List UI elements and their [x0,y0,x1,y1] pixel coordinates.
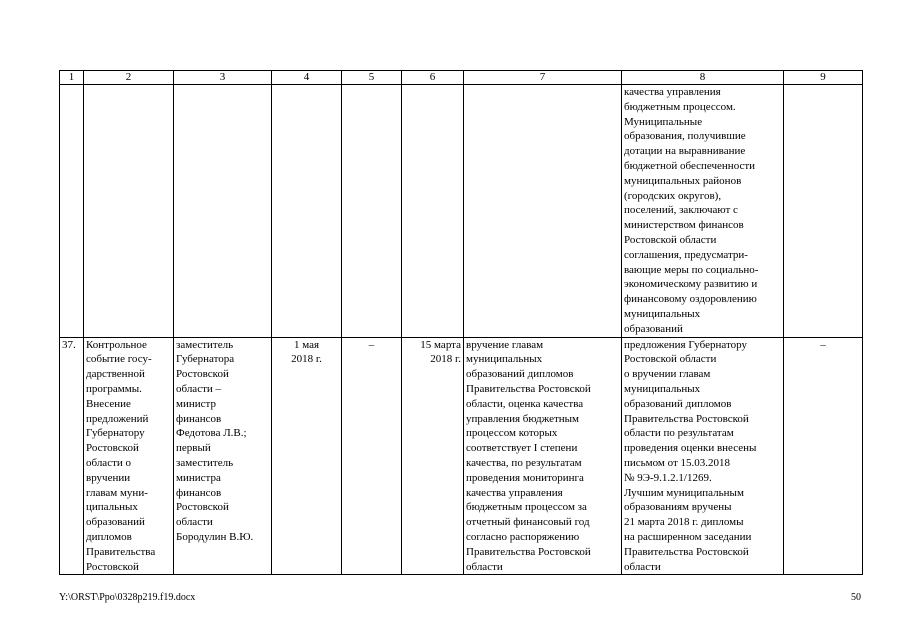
text-line: финансов [176,412,222,425]
text-line: Федотова Л.В.; [176,427,247,440]
text-line: бюджетным процессом. [624,100,736,113]
col5-value: – [342,337,402,575]
actual-result [622,337,784,575]
text-line: бюджетным процессом за [466,501,587,514]
text-line: заместитель [176,456,234,469]
text-line: Муниципальные [624,115,703,128]
cont-cell-6 [402,85,464,338]
footer-file-path: Y:\ORST\Ppo\0328p219.f19.docx [59,592,196,603]
text-line: 1 мая [293,338,320,351]
cont-cell-7 [464,85,622,338]
text-line: Ростовской [176,368,229,381]
header-cell-2: 2 [84,71,174,85]
text-line: предложений [86,412,149,425]
text-line: соглашения, предусматри- [624,248,748,261]
text-line: о вручении главам [624,368,711,381]
text-line: образования, получившие [624,130,746,143]
text-line: области – [176,382,222,395]
text-line: образований [624,322,683,335]
text-line: Правительства Ростовской [624,545,749,558]
text-line: Ростовской области [624,233,717,246]
text-line: ципальных [86,501,138,514]
text-line: Ростовской [176,501,229,514]
text-line: Ростовской области [624,353,717,366]
cont-cell-1 [60,85,84,338]
text-line: муниципальных [624,382,701,395]
text-line: качества управления [624,86,721,98]
header-cell-4: 4 [272,71,342,85]
text-line: муниципальных районов [624,174,742,187]
text-line: Правительства Ростовской [466,382,591,395]
expected-result [464,337,622,575]
event-description [84,337,174,575]
actual-date [402,337,464,575]
text-line: 15 марта [420,338,461,351]
text-line: событие госу- [86,353,152,366]
text-line: Бородулин В.Ю. [176,530,254,543]
text-line: финансов [176,486,222,499]
text-line: Губернатора [176,353,235,366]
cont-cell-9 [784,85,863,338]
cont-cell-8 [622,85,784,338]
cont-cell-5 [342,85,402,338]
text-line: 2018 г. [430,353,461,366]
header-cell-5: 5 [342,71,402,85]
text-line: главам муни- [86,486,148,499]
footer-page-number: 50 [851,592,861,603]
text-line: образований [86,516,145,529]
text-line: Правительства Ростовской [466,545,591,558]
text-line: Лучшим муниципальным [624,486,744,499]
text-line: дипломов [86,530,132,543]
text-line: (городских округов), [624,189,722,202]
text-line: проведения оценки внесены [624,442,757,455]
text-line: Ростовской [86,442,139,455]
text-line: предложения Губернатору [624,338,747,351]
text-line: отчетный финансовый год [466,516,590,529]
text-line: Губернатору [86,427,145,440]
text-line: качества управления [466,486,563,499]
text-line: заместитель [176,338,234,351]
text-line: вручение главам [466,338,544,351]
text-line: области по результатам [624,427,734,440]
text-line: качества, по результатам [466,456,582,469]
text-line: муниципальных [466,353,543,366]
row-number: 37. [60,337,84,575]
cont-cell-4 [272,85,342,338]
text-line: области, оценка качества [466,397,584,410]
header-cell-6: 6 [402,71,464,85]
planned-date [272,337,342,575]
cont-cell-2 [84,85,174,338]
text-line: поселений, заключают с [624,204,738,217]
text-line: на расширенном заседании [624,530,752,543]
text-line: согласно распоряжению [466,530,580,543]
responsible-persons [174,337,272,575]
text-line: Ростовской [86,560,139,573]
header-row [60,71,863,85]
text-line: первый [176,442,211,455]
text-line: проведения мониторинга [466,471,584,484]
text-line: Правительства Ростовской [624,412,749,425]
plan-table [59,70,863,575]
text-line: образованиям вручены [624,501,732,514]
text-line: области о [86,456,132,469]
text-line: образований дипломов [624,397,732,410]
text-line: области [466,560,503,573]
text-line: Контрольное [86,338,147,351]
table-row-37 [60,337,863,575]
header-cell-9: 9 [784,71,863,85]
text-line: министр [176,397,216,410]
text-line: письмом от 15.03.2018 [624,456,731,469]
text-line: управления бюджетным [466,412,580,425]
text-line: процессом которых [466,427,558,440]
text-line: соответствует I степени [466,442,578,455]
text-line: программы. [86,382,142,395]
text-line: министра [176,471,221,484]
text-line: 21 марта 2018 г. дипломы [624,516,744,529]
header-cell-1: 1 [60,71,84,85]
col9-value: – [784,337,863,575]
text-line: области [176,516,213,529]
text-line: дотации на выравнивание [624,145,746,158]
text-line: бюджетной обеспеченности [624,159,756,172]
continuation-row [60,85,863,338]
header-cell-3: 3 [174,71,272,85]
text-line: Правительства [86,545,156,558]
text-line: вающие меры по социально- [624,263,759,276]
text-line: № 9Э-9.1.2.1/1269. [624,471,712,484]
header-cell-8: 8 [622,71,784,85]
text-line: финансовому оздоровлению [624,293,757,306]
text-line: министерством финансов [624,219,744,232]
cont-cell-3 [174,85,272,338]
header-cell-7: 7 [464,71,622,85]
text-line: вручении [86,471,131,484]
text-line: дарственной [86,368,145,381]
text-line: Внесение [86,397,131,410]
text-line: муниципальных [624,307,701,320]
text-line: 2018 г. [291,353,322,366]
text-line: области [624,560,661,573]
text-line: экономическому развитию и [624,278,758,291]
text-line: образований дипломов [466,368,574,381]
